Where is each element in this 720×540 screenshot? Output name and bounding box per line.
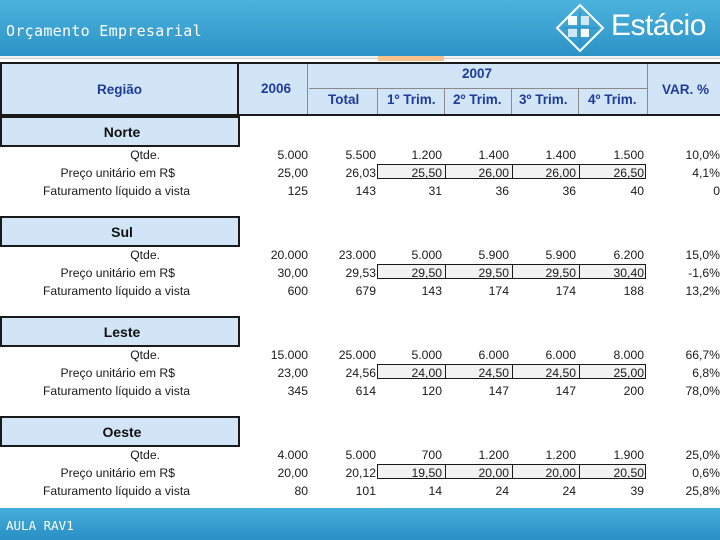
sul-qtde-2006: 20.000 — [270, 248, 308, 262]
header-trim2: 2º Trim. — [453, 92, 502, 107]
row-label-fatur: Faturamento líquido a vista — [42, 184, 190, 198]
divider — [578, 88, 579, 114]
divider — [647, 64, 648, 114]
oeste-fatur-2006: 80 — [294, 484, 308, 498]
logo-text: Estácio — [611, 9, 706, 42]
sul-qtde-var: 15,0% — [685, 248, 720, 262]
sul-qtde-total: 23.000 — [338, 248, 376, 262]
leste-preco-total: 24,56 — [345, 366, 376, 380]
sul-qtde-t2: 5.900 — [478, 248, 509, 262]
oeste-preco-t4: 20,50 — [613, 466, 644, 480]
oeste-qtde-t3: 1.200 — [545, 448, 576, 462]
oeste-preco-t2: 20,00 — [478, 466, 509, 480]
logo-emblem-icon — [553, 3, 607, 53]
footer-label: AULA RAV1 — [6, 518, 74, 533]
row-label-preco: Preço unitário em R$ — [60, 166, 175, 180]
title-bar — [0, 0, 720, 56]
norte-fatur-var: 0 — [713, 184, 720, 198]
sul-fatur-2006: 600 — [287, 284, 308, 298]
leste-fatur-t2: 147 — [488, 384, 509, 398]
region-name: Norte — [103, 124, 141, 140]
sul-fatur-total: 679 — [355, 284, 376, 298]
row-label-preco: Preço unitário em R$ — [60, 466, 175, 480]
sul-preco-t3: 29,50 — [545, 266, 576, 280]
region-header-oeste — [0, 416, 240, 447]
oeste-preco-2006: 20,00 — [277, 466, 308, 480]
oeste-fatur-var: 25,8% — [685, 484, 720, 498]
leste-qtde-t4: 8.000 — [613, 348, 644, 362]
header-2006: 2006 — [261, 81, 292, 96]
leste-qtde-total: 25.000 — [338, 348, 376, 362]
region-header-leste — [0, 316, 240, 347]
sul-qtde-t4: 6.200 — [613, 248, 644, 262]
sul-fatur-t1: 143 — [421, 284, 442, 298]
cut-row-strip — [0, 56, 720, 59]
oeste-qtde-var: 25,0% — [685, 448, 720, 462]
oeste-qtde-2006: 4.000 — [277, 448, 308, 462]
region-name: Leste — [103, 324, 141, 340]
divider — [444, 88, 445, 114]
leste-qtde-var: 66,7% — [685, 348, 720, 362]
oeste-qtde-t2: 1.200 — [478, 448, 509, 462]
norte-qtde-t3: 1.400 — [545, 148, 576, 162]
sul-preco-t1: 29,50 — [411, 266, 442, 280]
header-trim4: 4º Trim. — [588, 92, 637, 107]
header-regiao: Região — [97, 82, 143, 97]
sul-fatur-var: 13,2% — [685, 284, 720, 298]
leste-preco-t2: 24,50 — [478, 366, 509, 380]
leste-qtde-2006: 15.000 — [270, 348, 308, 362]
leste-qtde-t1: 5.000 — [411, 348, 442, 362]
norte-qtde-t4: 1.500 — [613, 148, 644, 162]
oeste-fatur-t2: 24 — [495, 484, 509, 498]
divider — [307, 64, 308, 114]
norte-preco-t2: 26,00 — [478, 166, 509, 180]
footer-bar — [0, 508, 720, 540]
row-label-preco: Preço unitário em R$ — [60, 266, 175, 280]
header-columns — [239, 62, 720, 116]
oeste-qtde-t1: 700 — [421, 448, 442, 462]
norte-qtde-t2: 1.400 — [478, 148, 509, 162]
oeste-preco-t1: 19,50 — [411, 466, 442, 480]
leste-fatur-t3: 147 — [555, 384, 576, 398]
oeste-preco-total: 20,12 — [345, 466, 376, 480]
norte-fatur-total: 143 — [355, 184, 376, 198]
sul-qtde-t3: 5.900 — [545, 248, 576, 262]
estacio-logo — [553, 3, 718, 53]
sul-preco-t2: 29,50 — [478, 266, 509, 280]
leste-preco-var: 6,8% — [692, 366, 720, 380]
sul-preco-t4: 30,40 — [613, 266, 644, 280]
header-var: VAR. % — [662, 82, 710, 97]
region-header-norte — [0, 116, 240, 147]
header-2007: 2007 — [462, 66, 493, 81]
norte-qtde-t1: 1.200 — [411, 148, 442, 162]
region-header-sul — [0, 216, 240, 247]
row-label-qtde: Qtde. — [130, 348, 160, 362]
leste-preco-2006: 23,00 — [277, 366, 308, 380]
cut-row-highlight — [378, 56, 444, 61]
leste-preco-t1: 24,00 — [411, 366, 442, 380]
leste-qtde-t3: 6.000 — [545, 348, 576, 362]
leste-fatur-var: 78,0% — [685, 384, 720, 398]
sul-fatur-t2: 174 — [488, 284, 509, 298]
sul-preco-total: 29,53 — [345, 266, 376, 280]
norte-preco-t4: 26,50 — [613, 166, 644, 180]
norte-qtde-total: 5.500 — [345, 148, 376, 162]
norte-preco-var: 4,1% — [692, 166, 720, 180]
oeste-preco-t3: 20,00 — [545, 466, 576, 480]
oeste-preco-var: 0,6% — [692, 466, 720, 480]
norte-fatur-t4: 40 — [630, 184, 644, 198]
norte-preco-total: 26,03 — [345, 166, 376, 180]
oeste-fatur-t3: 24 — [562, 484, 576, 498]
oeste-fatur-t1: 14 — [428, 484, 442, 498]
divider — [309, 88, 647, 89]
sul-preco-var: -1,6% — [688, 266, 720, 280]
norte-fatur-t1: 31 — [428, 184, 442, 198]
leste-qtde-t2: 6.000 — [478, 348, 509, 362]
norte-qtde-2006: 5.000 — [277, 148, 308, 162]
slide-title: Orçamento Empresarial — [6, 22, 202, 40]
norte-qtde-var: 10,0% — [685, 148, 720, 162]
row-label-fatur: Faturamento líquido a vista — [42, 384, 190, 398]
leste-fatur-t1: 120 — [421, 384, 442, 398]
header-trim3: 3º Trim. — [519, 92, 568, 107]
leste-preco-t3: 24,50 — [545, 366, 576, 380]
sul-qtde-t1: 5.000 — [411, 248, 442, 262]
leste-fatur-total: 614 — [355, 384, 376, 398]
oeste-qtde-t4: 1.900 — [613, 448, 644, 462]
oeste-fatur-total: 101 — [355, 484, 376, 498]
region-name: Sul — [111, 224, 133, 240]
row-label-fatur: Faturamento líquido a vista — [42, 284, 190, 298]
row-label-qtde: Qtde. — [130, 148, 160, 162]
leste-fatur-t4: 200 — [623, 384, 644, 398]
leste-preco-t4: 25,00 — [613, 366, 644, 380]
oeste-qtde-total: 5.000 — [345, 448, 376, 462]
divider — [377, 88, 378, 114]
norte-fatur-2006: 125 — [287, 184, 308, 198]
norte-preco-t3: 26,00 — [545, 166, 576, 180]
region-name: Oeste — [102, 424, 142, 440]
header-trim1: 1º Trim. — [387, 92, 436, 107]
oeste-fatur-t4: 39 — [630, 484, 644, 498]
header-total: Total — [328, 92, 360, 107]
row-label-qtde: Qtde. — [130, 448, 160, 462]
header-regiao-cell — [0, 62, 239, 116]
norte-preco-t1: 25,50 — [411, 166, 442, 180]
row-label-preco: Preço unitário em R$ — [60, 366, 175, 380]
sul-fatur-t4: 188 — [623, 284, 644, 298]
leste-fatur-2006: 345 — [287, 384, 308, 398]
norte-fatur-t3: 36 — [562, 184, 576, 198]
divider — [511, 88, 512, 114]
norte-fatur-t2: 36 — [495, 184, 509, 198]
row-label-fatur: Faturamento líquido a vista — [42, 484, 190, 498]
row-label-qtde: Qtde. — [130, 248, 160, 262]
sul-preco-2006: 30,00 — [277, 266, 308, 280]
sul-fatur-t3: 174 — [555, 284, 576, 298]
norte-preco-2006: 25,00 — [277, 166, 308, 180]
